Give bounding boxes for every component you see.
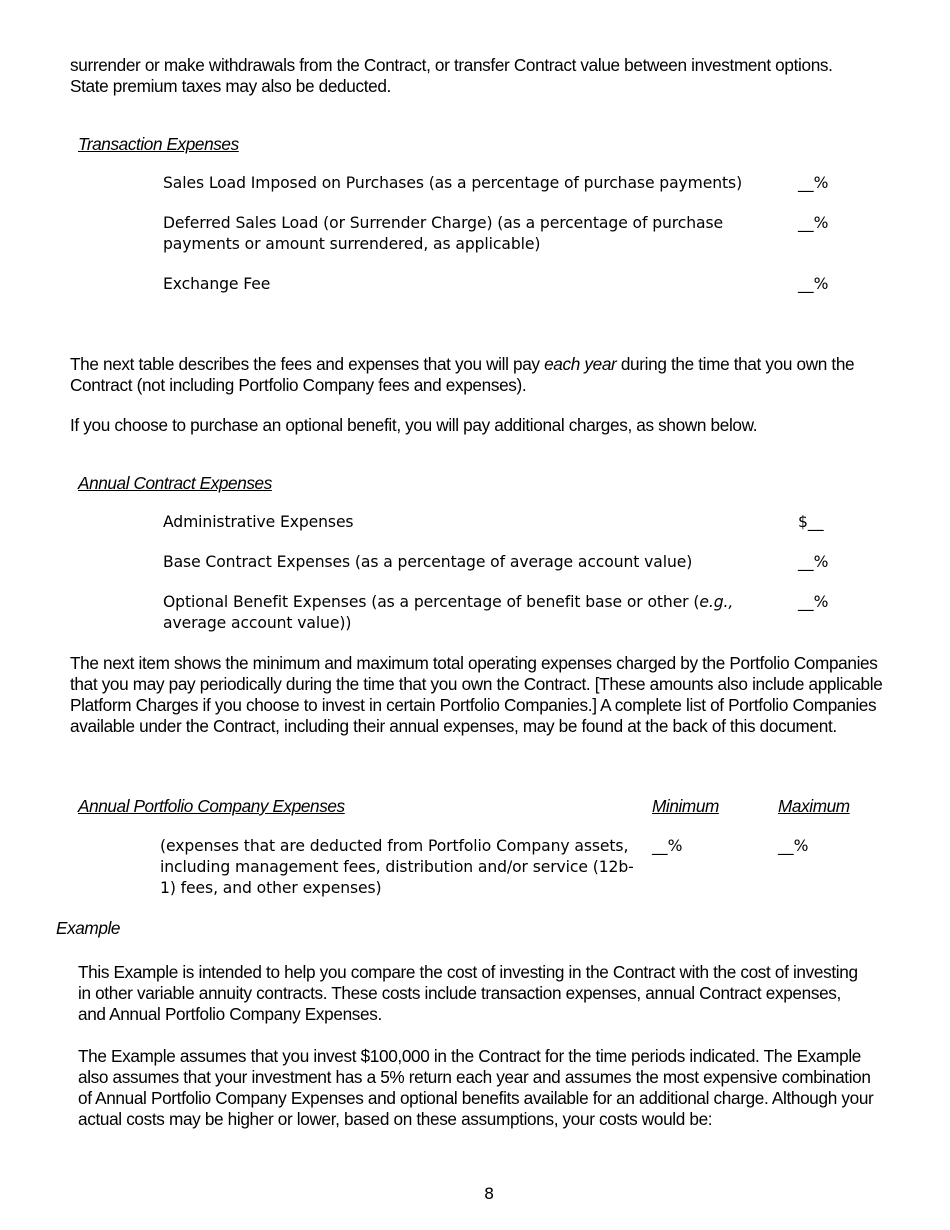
administrative-expenses-label: Administrative Expenses — [163, 513, 354, 531]
minimum-column-heading: Minimum — [652, 796, 719, 816]
deferred-sales-load-label: Deferred Sales Load (or Surrender Charge) (as a percentage of purchase payments or amount surrendered, as applicable) — [163, 214, 724, 253]
portfolio-companies-text: The next item shows the minimum and maximum total operating expenses charged by the Portfolio Companies that you may pay periodically during the time that you own the Contract. [These amounts also include applicable Platform Charges if you choose to invest in certain Portfolio Companies.] A complete list of Portfolio Companies available under the Contract, including their annual expenses, may be found at the back of this document. — [70, 653, 883, 736]
intro-continuation-text: surrender or make withdrawals from the Contract, or transfer Contract value between investment options. State premium taxes may also be deducted. — [70, 55, 833, 96]
maximum-column-heading: Maximum — [778, 796, 850, 816]
sales-load-label: Sales Load Imposed on Purchases (as a percentage of purchase payments) — [163, 174, 743, 192]
portfolio-expenses-description: (expenses that are deducted from Portfolio Company assets, including management fees, distribution and/or service (12b-1) fees, and other expenses) — [160, 837, 634, 897]
base-contract-expenses-label: Base Contract Expenses (as a percentage of average account value) — [163, 553, 693, 571]
example-paragraph-1: This Example is intended to help you compare the cost of investing in the Contract with the cost of investing in other variable annuity contracts. These costs include transaction expenses, annual Contract expenses, and Annual Portfolio Company Expenses. — [78, 962, 858, 1024]
base-contract-expenses-value: __% — [798, 553, 829, 571]
transaction-expenses-heading: Transaction Expenses — [78, 134, 239, 154]
portfolio-minimum-value: __% — [652, 837, 683, 855]
page-number: 8 — [484, 1184, 495, 1203]
optional-benefit-expenses-value: __% — [798, 593, 829, 611]
annual-portfolio-expenses-heading: Annual Portfolio Company Expenses — [78, 796, 345, 816]
portfolio-maximum-value: __% — [778, 837, 809, 855]
optional-benefit-text: If you choose to purchase an optional benefit, you will pay additional charges, as shown below. — [70, 415, 758, 435]
sales-load-value: __% — [798, 174, 829, 192]
next-table-text: The next table describes the fees and expenses that you will pay each year during the time that you own the Contract (not including Portfolio Company fees and expenses). — [70, 354, 855, 395]
exchange-fee-label: Exchange Fee — [163, 275, 271, 293]
administrative-expenses-value: $__ — [798, 513, 824, 531]
example-paragraph-2: The Example assumes that you invest $100,000 in the Contract for the time periods indicated. The Example also assumes that your investment has a 5% return each year and assumes the most expensive combination of Annual Portfolio Company Expenses and optional benefits available for an additional charge. Although your actual costs may be higher or lower, based on these assumptions, your costs would be: — [78, 1046, 874, 1129]
exchange-fee-value: __% — [798, 275, 829, 293]
example-heading: Example — [56, 918, 121, 938]
deferred-sales-load-value: __% — [798, 214, 829, 232]
optional-benefit-expenses-label: Optional Benefit Expenses (as a percentage of benefit base or other (e.g., average account value)) — [163, 593, 734, 632]
annual-contract-expenses-heading: Annual Contract Expenses — [78, 473, 272, 493]
